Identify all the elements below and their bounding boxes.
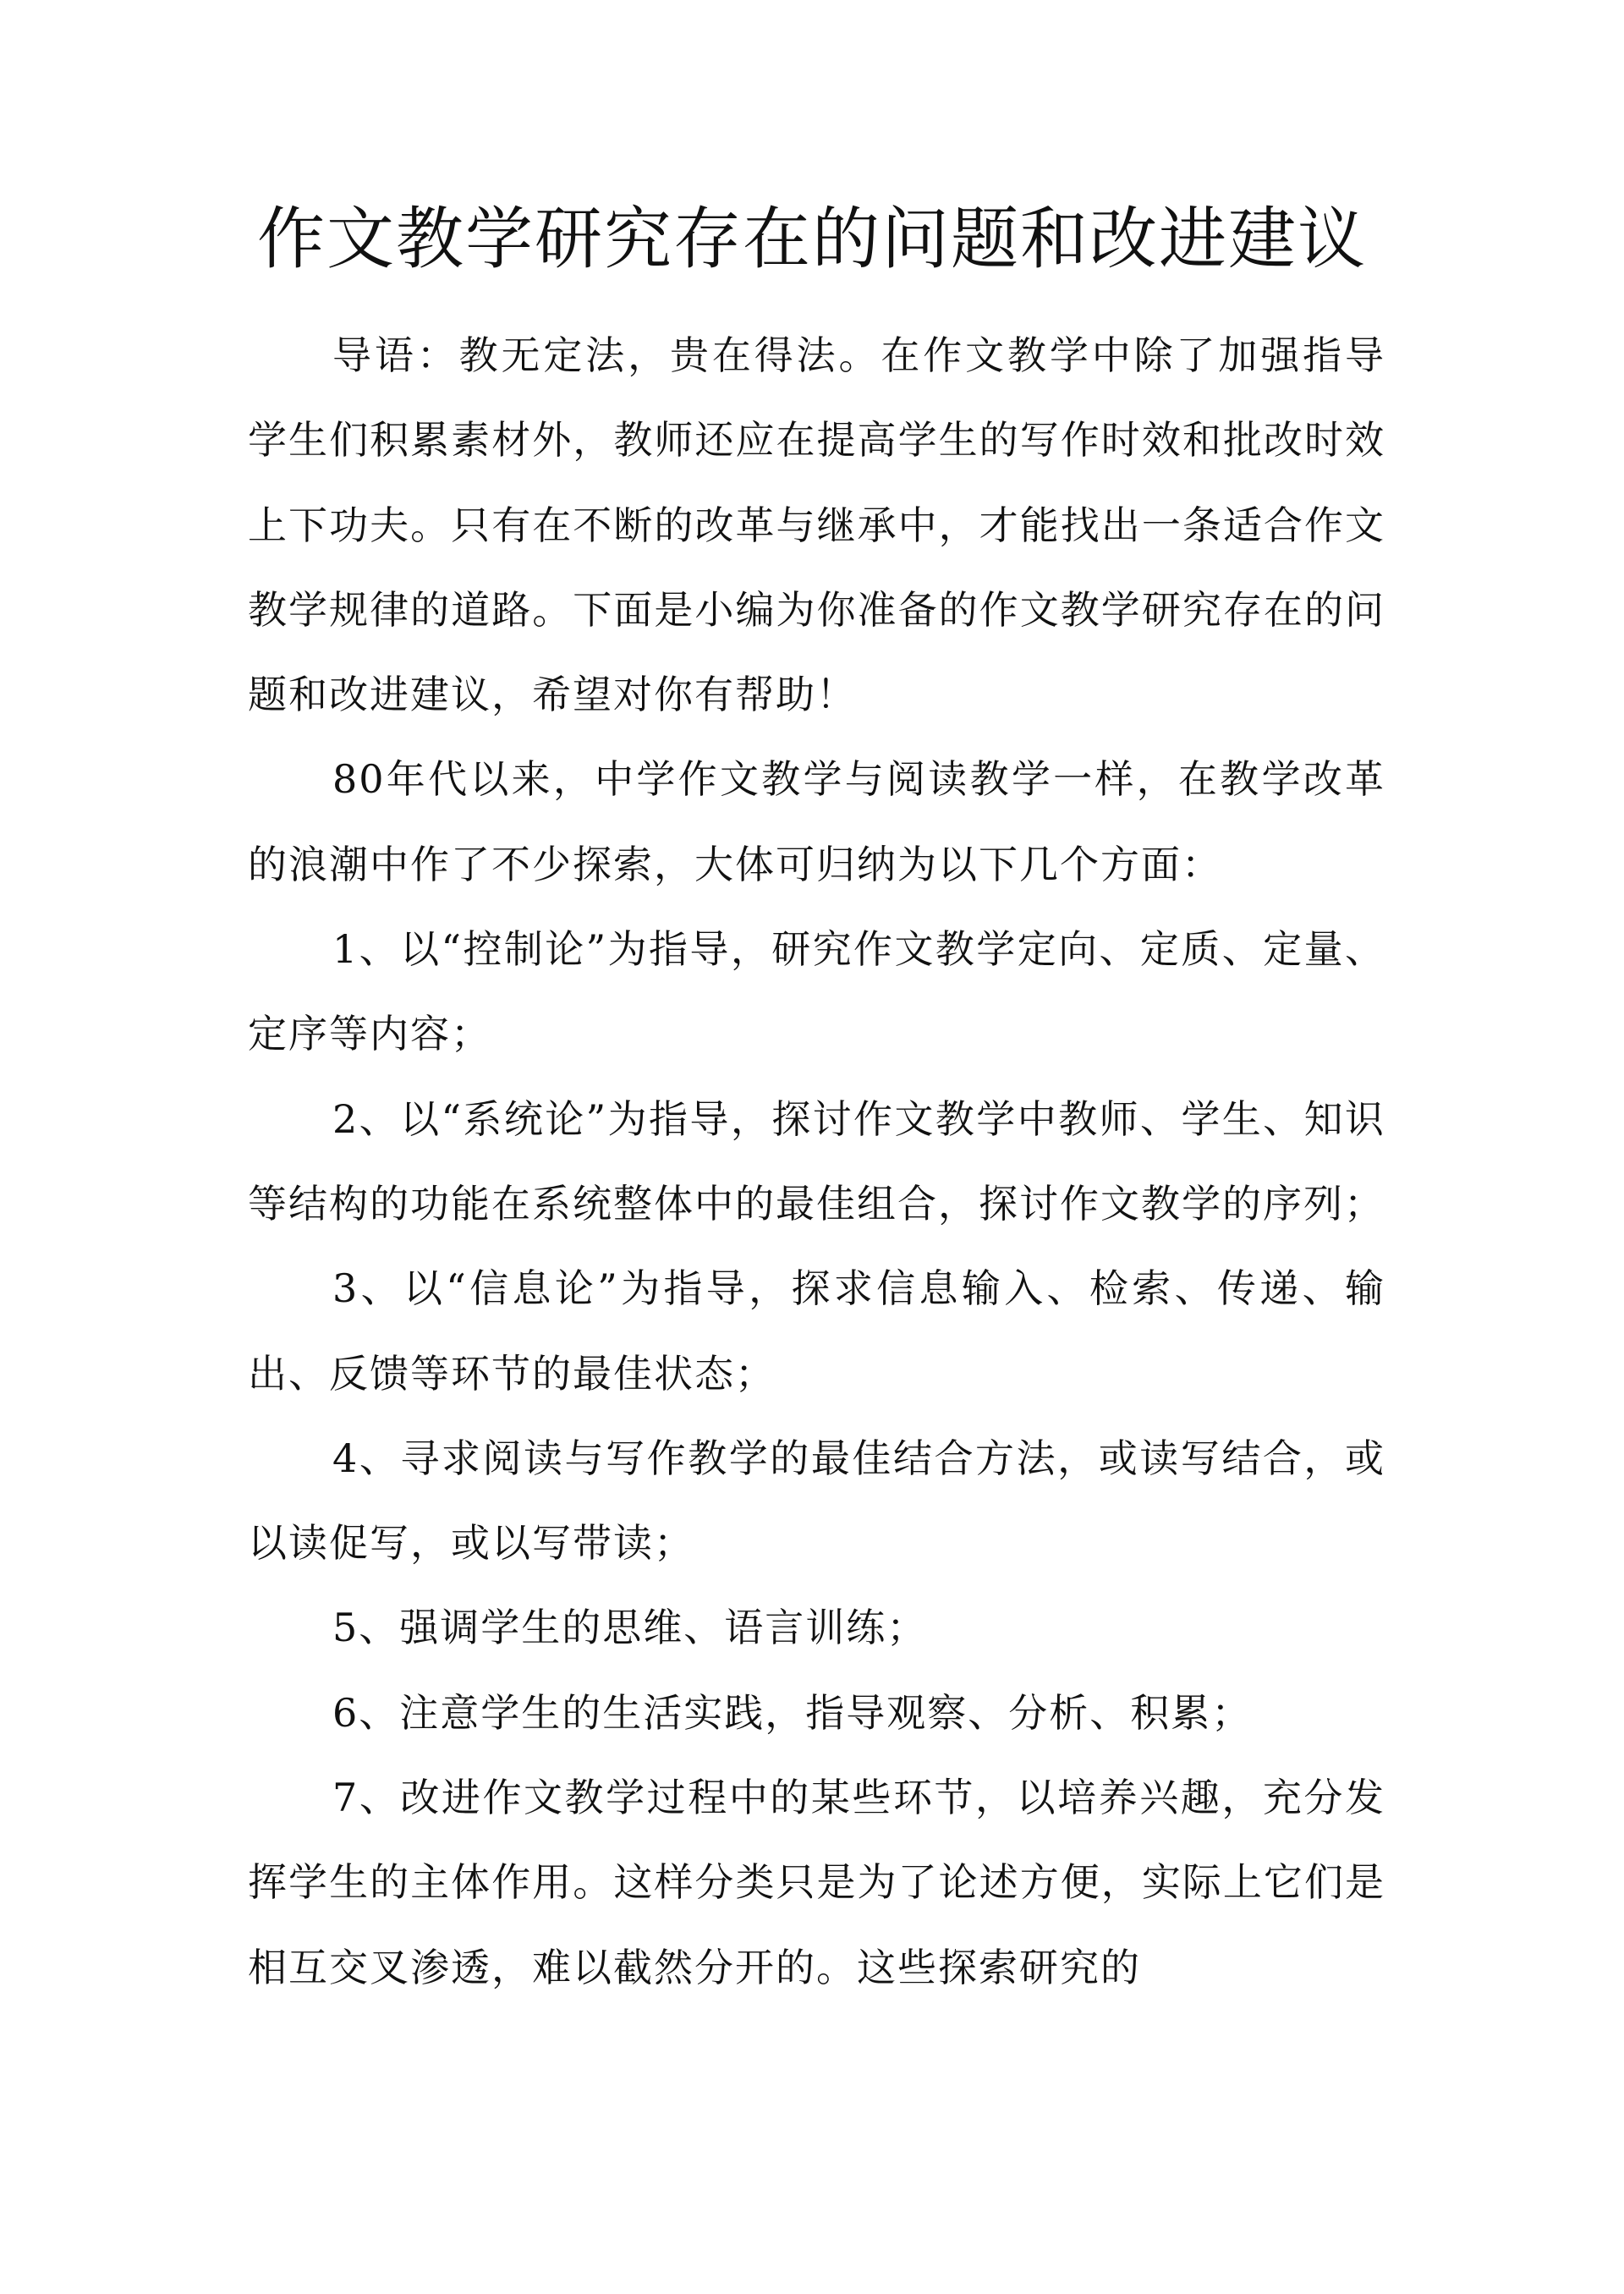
document-body bbox=[248, 313, 1385, 2010]
paragraph-intro: 导语：教无定法，贵在得法。在作文教学中除了加强指导学生们积累素材外，教师还应在提高学生的写作时效和批改时效上下功夫。只有在不断的改革与继承中，才能找出一条适合作文教学规律的道路。下面是小编为你准备的作文教学研究存在的问题和改进建议，希望对你有帮助！ bbox=[248, 332, 1385, 718]
document-title: 作文教学研究存在的问题和改进建议 bbox=[257, 200, 1367, 278]
paragraph-background: 80年代以来，中学作文教学与阅读教学一样，在教学改革的浪潮中作了不少探索，大体可归纳为以下几个方面： bbox=[248, 756, 1385, 887]
list-item-4: 4、寻求阅读与写作教学的最佳结合方法，或读写结合，或以读促写，或以写带读； bbox=[248, 1435, 1385, 1567]
list-item-3: 3、以“信息论”为指导，探求信息输入、检索、传递、输出、反馈等环节的最佳状态； bbox=[248, 1265, 1385, 1397]
list-item-5: 5、强调学生的思维、语言训练； bbox=[332, 1605, 928, 1651]
list-item-1: 1、以“控制论”为指导，研究作文教学定向、定质、定量、定序等内容； bbox=[248, 926, 1385, 1057]
list-item-2: 2、以“系统论”为指导，探讨作文教学中教师、学生、知识等结构的功能在系统整体中的最佳组合，探讨作文教学的序列； bbox=[248, 1095, 1385, 1227]
list-item-6: 6、注意学生的生活实践，指导观察、分析、积累； bbox=[332, 1689, 1253, 1736]
list-item-7: 7、改进作文教学过程中的某些环节，以培养兴趣，充分发挥学生的主体作用。这样分类只是为了论述方便，实际上它们是相互交叉渗透，难以截然分开的。这些探索研究的 bbox=[248, 1775, 1385, 1990]
